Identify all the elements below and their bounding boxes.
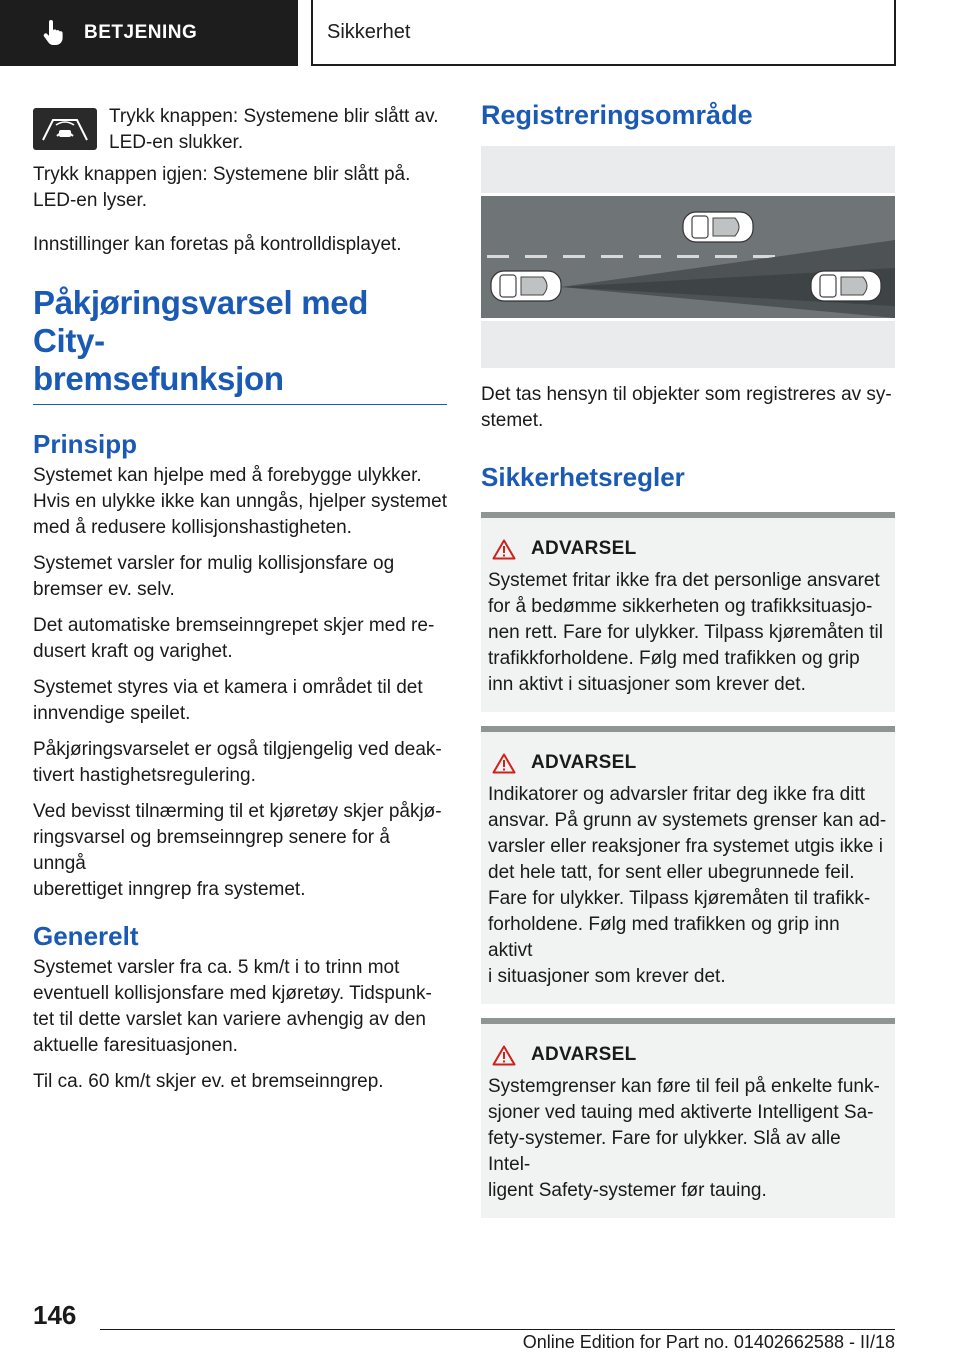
text-line: Hvis en ulykke ikke kan unngås, hjelper systemet	[33, 491, 447, 512]
registrering-caption	[481, 382, 895, 434]
text-line: Systemet varsler fra ca. 5 km/t i to trinn mot	[33, 957, 400, 978]
left-column	[33, 104, 447, 1105]
warning-header	[488, 1044, 888, 1066]
text-line: uberettiget inngrep fra systemet.	[33, 879, 306, 900]
text-line: ringsvarsel og bremseinngrep senere for å unngå	[33, 827, 390, 874]
warnings-list	[481, 512, 895, 1218]
text-line: Systemet kan hjelpe med å forebygge ulykker.	[33, 465, 422, 486]
section-label: BETJENING	[84, 22, 198, 43]
chapter-tab	[311, 0, 896, 66]
prinsipp-paragraph	[33, 675, 447, 727]
prinsipp-paragraph	[33, 613, 447, 665]
warning-header	[488, 752, 888, 774]
text-line: tet til dette varslet kan variere avhengig av den	[33, 1009, 426, 1030]
text-line: Systemet styres via et kamera i området til det	[33, 677, 423, 698]
section-title-line-1: Påkjøringsvarsel med City-	[33, 284, 369, 359]
prinsipp-body	[33, 463, 447, 903]
text-line: inn aktivt i situasjoner som krever det.	[488, 674, 806, 695]
warning-box	[481, 726, 895, 1004]
car-other-lane	[683, 212, 753, 242]
text-line: Påkjøringsvarselet er også tilgjengelig ved deak-	[33, 739, 442, 760]
text-line: aktuelle faresituasjonen.	[33, 1035, 238, 1056]
text-line: sjoner ved tauing med aktiverte Intelligent Sa-	[488, 1102, 874, 1123]
warning-triangle-icon	[492, 539, 516, 560]
section-title-line-2: bremsefunksjon	[33, 360, 284, 397]
car-target-right	[811, 271, 881, 301]
text-line: det hele tatt, for sent eller ubegrunnede feil.	[488, 862, 855, 883]
sikkerhetsregler-heading: Sikkerhetsregler	[481, 462, 685, 492]
warning-triangle-icon	[492, 1045, 516, 1066]
generelt-body	[33, 955, 447, 1095]
caption-line-2: stemet.	[481, 410, 544, 431]
text-line: forholdene. Følg med trafikken og grip inn aktivt	[488, 914, 840, 961]
text-line: dusert kraft og varighet.	[33, 641, 233, 662]
section-title	[33, 284, 447, 405]
text-line: tivert hastighetsregulering.	[33, 765, 256, 786]
text-line: eventuell kollisjonsfare med kjøretøy. Tidspunk-	[33, 983, 432, 1004]
page-header	[0, 0, 960, 66]
detection-area-illustration	[481, 146, 895, 368]
prinsipp-heading: Prinsipp	[33, 429, 138, 459]
button-description-text	[109, 104, 438, 156]
prinsipp-paragraph	[33, 463, 447, 541]
pointing-hand-icon	[42, 20, 66, 46]
generelt-heading: Generelt	[33, 921, 139, 951]
led-off-text: LED-en slukker.	[109, 132, 244, 153]
text-line: ansvar. På grunn av systemets grenser kan ad-	[488, 810, 887, 831]
text-line: Indikatorer og advarsler fritar deg ikke fra ditt	[488, 784, 866, 805]
text-line: Til ca. 60 km/t skjer ev. et bremseinngrep.	[33, 1071, 384, 1092]
edition-text: Online Edition for Part no. 01402662588 - II/18	[522, 1332, 895, 1352]
registrering-heading: Registreringsområde	[481, 100, 753, 130]
button-on-paragraph	[33, 162, 447, 214]
text-line: bremser ev. selv.	[33, 579, 175, 600]
text-line: varsler eller reaksjoner fra systemet utgis ikke i	[488, 836, 883, 857]
caption-line-1: Det tas hensyn til objekter som registreres av sy-	[481, 384, 892, 405]
text-line: Fare for ulykker. Tilpass kjøremåten til trafikk-	[488, 888, 871, 909]
warning-triangle-icon	[492, 753, 516, 774]
button-off-text: Trykk knappen: Systemene blir slått av.	[109, 106, 439, 127]
section-tab	[0, 0, 298, 66]
warning-label: ADVARSEL	[531, 1044, 637, 1065]
text-line: ligent Safety-systemer før tauing.	[488, 1180, 767, 1201]
led-on-text: LED-en lyser.	[33, 190, 148, 211]
text-line: nen rett. Fare for ulykker. Tilpass kjøremåten til	[488, 622, 883, 643]
warning-box	[481, 1018, 895, 1218]
prinsipp-paragraph	[33, 551, 447, 603]
collision-warning-button-icon	[33, 108, 97, 150]
right-column	[481, 100, 895, 1232]
text-line: Systemet fritar ikke fra det personlige ansvaret	[488, 570, 880, 591]
text-line: innvendige speilet.	[33, 703, 191, 724]
footer-rule	[100, 1329, 895, 1330]
car-front-left	[491, 271, 561, 301]
text-line: med å redusere kollisjonshastigheten.	[33, 517, 352, 538]
text-line: Det automatiske bremseinngrepet skjer med re-	[33, 615, 435, 636]
warning-text	[488, 1074, 888, 1204]
chapter-label: Sikkerhet	[327, 20, 411, 43]
text-line: Ved bevisst tilnærming til et kjøretøy skjer påkjø-	[33, 801, 442, 822]
warning-label: ADVARSEL	[531, 538, 637, 559]
button-on-text: Trykk knappen igjen: Systemene blir slått på.	[33, 164, 411, 185]
text-line: for å bedømme sikkerheten og trafikksituasjo-	[488, 596, 873, 617]
text-line: i situasjoner som krever det.	[488, 966, 726, 987]
warning-box	[481, 512, 895, 712]
warning-header	[488, 538, 888, 560]
prinsipp-paragraph	[33, 799, 447, 903]
prinsipp-paragraph	[33, 737, 447, 789]
warning-text	[488, 568, 888, 698]
page-number: 146	[33, 1300, 77, 1330]
warning-label: ADVARSEL	[531, 752, 637, 773]
text-line: fety-systemer. Fare for ulykker. Slå av alle Intel-	[488, 1128, 841, 1175]
generelt-paragraph	[33, 955, 447, 1059]
generelt-paragraph	[33, 1069, 447, 1095]
text-line: Systemgrenser kan føre til feil på enkelte funk-	[488, 1076, 880, 1097]
text-line: trafikkforholdene. Følg med trafikken og grip	[488, 648, 860, 669]
settings-paragraph: Innstillinger kan foretas på kontrolldisplayet.	[33, 234, 402, 255]
text-line: Systemet varsler for mulig kollisjonsfare og	[33, 553, 395, 574]
button-description	[33, 104, 447, 156]
warning-text	[488, 782, 888, 990]
